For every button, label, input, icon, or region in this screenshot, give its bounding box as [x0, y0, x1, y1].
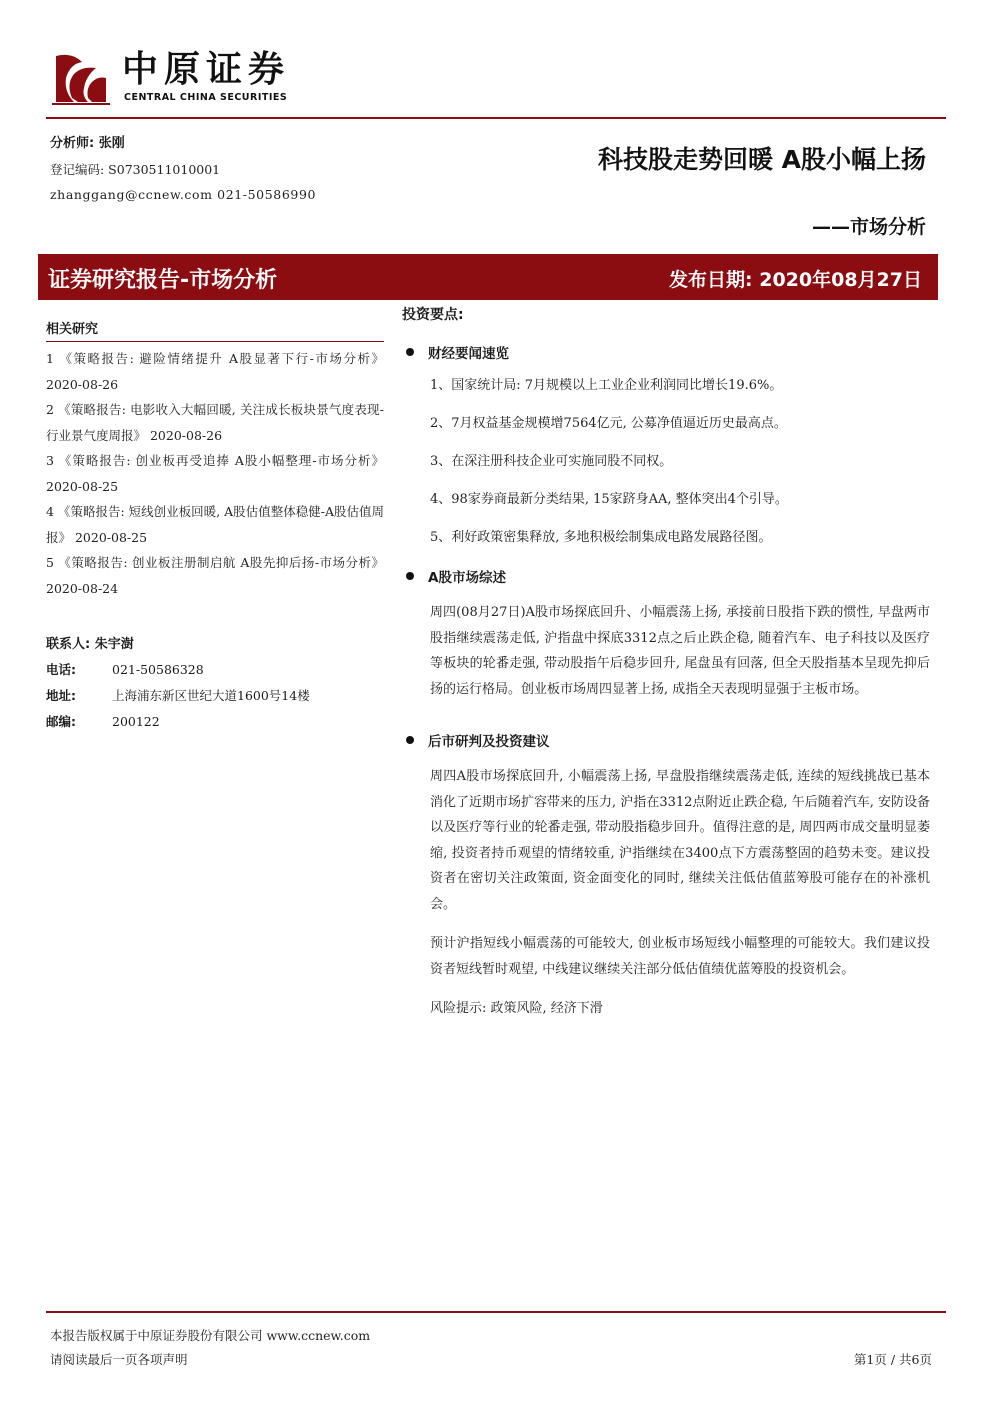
company-logo-icon [52, 48, 110, 106]
phone-value: 021-50586328 [112, 662, 204, 677]
sidebar [46, 318, 384, 735]
research-item: 2 《策略报告: 电影收入大幅回暖, 关注成长板块景气度表现-行业景气度周报》 2020-08-26 [46, 402, 384, 443]
zip-label: 邮编: [46, 714, 76, 729]
section-heading-outlook [406, 730, 930, 750]
analyst-contact: zhanggang@ccnew.com 021-50586990 [50, 187, 317, 202]
address-row [46, 683, 384, 709]
key-points-heading: 投资要点: [402, 307, 464, 323]
disclaimer-note: 请阅读最后一页各项声明 [50, 1352, 188, 1367]
phone-label: 电话: [46, 662, 76, 677]
outlook-title: 后市研判及投资建议 [428, 734, 550, 750]
contact-block [46, 633, 384, 735]
address-value: 上海浦东新区世纪大道1600号14楼 [112, 688, 310, 703]
main-content [402, 304, 930, 1036]
registration-number: 登记编码: S0730511010001 [50, 162, 221, 177]
news-item: 5、利好政策密集释放, 多地积极绘制集成电路发展路径图。 [430, 530, 772, 545]
zip-value: 200122 [112, 714, 160, 729]
logo-english-name: CENTRAL CHINA SECURITIES [124, 92, 288, 103]
contact-person: 联系人: 朱宇澍 [46, 637, 134, 652]
research-item: 3 《策略报告: 创业板再受追捧 A股小幅整理-市场分析》 2020-08-25 [46, 453, 384, 494]
report-subtitle: ——市场分析 [811, 216, 926, 238]
address-label: 地址: [46, 688, 76, 703]
market-summary: 周四(08月27日)A股市场探底回升、小幅震荡上扬, 承接前日股指下跌的惯性, 早盘两市股指继续震荡走低, 沪指盘中探底3312点之后止跌企稳, 随着汽车、电子科技以及医疗等板块的轮番走强, 带动股指午后稳步回升, 尾盘虽有回落, 但全天股指基本呈现先抑后扬的运行格局。创业板市场周四显著上扬, 成指全天表现明显强于主板市场。 [430, 605, 930, 697]
risk-note: 风险提示: 政策风险, 经济下滑 [430, 1001, 603, 1016]
header-divider [46, 117, 946, 119]
section-heading-market [406, 566, 930, 586]
page-number: 第1页 / 共6页 [853, 1352, 932, 1367]
news-item: 2、7月权益基金规模增7564亿元, 公募净值逼近历史最高点。 [430, 416, 787, 431]
footer-divider [46, 1311, 946, 1313]
news-title: 财经要闻速览 [428, 346, 509, 362]
phone-row [46, 657, 384, 683]
report-category: 证券研究报告-市场分析 [48, 268, 278, 293]
zip-row [46, 709, 384, 735]
market-title: A股市场综述 [428, 570, 506, 586]
research-item: 4 《策略报告: 短线创业板回暖, A股估值整体稳健-A股估值周报》 2020-08-25 [46, 504, 384, 545]
news-item: 3、在深注册科技企业可实施同股不同权。 [430, 454, 673, 469]
bullet-icon [406, 572, 414, 580]
publish-date: 发布日期: 2020年08月27日 [669, 269, 922, 291]
research-item: 1 《策略报告: 避险情绪提升 A股显著下行-市场分析》 2020-08-26 [46, 351, 384, 392]
copyright-notice: 本报告版权属于中原证券股份有限公司 www.ccnew.com [50, 1328, 371, 1343]
news-item: 1、国家统计局: 7月规模以上工业企业利润同比增长19.6%。 [430, 378, 783, 393]
outlook-paragraph: 预计沪指短线小幅震荡的可能较大, 创业板市场短线小幅整理的可能较大。我们建议投资者短线暂时观望, 中线建议继续关注部分低估值绩优蓝筹股的投资机会。 [430, 936, 930, 977]
section-heading-news [406, 342, 930, 362]
related-research-heading: 相关研究 [46, 318, 384, 342]
bullet-icon [406, 736, 414, 744]
logo-chinese-name: 中原证券 [122, 49, 291, 90]
report-title: 科技股走势回暖 A股小幅上扬 [597, 145, 926, 174]
research-item: 5 《策略报告: 创业板注册制启航 A股先抑后扬-市场分析》 2020-08-24 [46, 555, 384, 596]
analyst-name: 分析师: 张刚 [50, 136, 125, 151]
news-item: 4、98家券商最新分类结果, 15家跻身AA, 整体突出4个引导。 [430, 492, 788, 507]
outlook-paragraph: 周四A股市场探底回升, 小幅震荡上扬, 早盘股指继续震荡走低, 连续的短线挑战已基本消化了近期市场扩容带来的压力, 沪指在3312点附近止跌企稳, 午后随着汽车, 安防设备以及医疗等行业的轮番走强, 带动股指稳步回升。值得注意的是, 周四两市成交量明显萎缩, 投资者持币观望的情绪较重, 沪指继续在3400点下方震荡整固的趋势未变。建议投资者在密切关注政策面, 资金面变化的同时, 继续关注低估值蓝筹股可能存在的补涨机会。 [430, 769, 930, 912]
bullet-icon [406, 348, 414, 356]
